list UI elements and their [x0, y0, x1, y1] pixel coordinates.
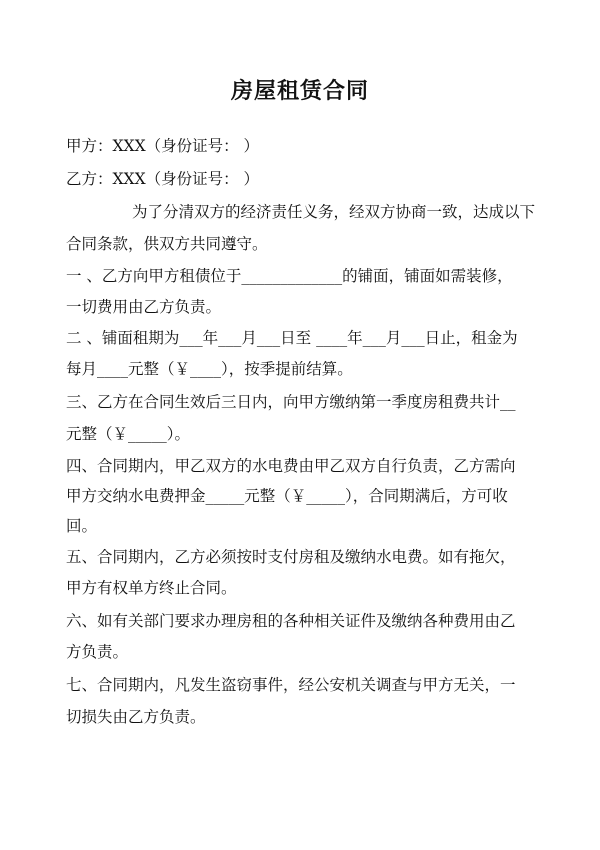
clause-7-line-2: 切损失由乙方负责。	[66, 708, 206, 726]
document-title: 房屋租赁合同	[230, 79, 369, 104]
clause-3-line-2: 元整（￥_____）。	[66, 425, 191, 443]
clause-4-line-2: 甲方交纳水电费押金_____元整（￥_____），合同期满后，方可收	[66, 487, 508, 505]
party-b-line: 乙方：XXX（身份证号： ）	[66, 170, 260, 188]
clause-2-line-2: 每月____元整（￥____），按季提前结算。	[66, 360, 353, 378]
clause-1-line-2: 一切费用由乙方负责。	[66, 298, 222, 316]
clause-5-line-1: 五、合同期内，乙方必须按时支付房租及缴纳水电费。如有拖欠，	[66, 548, 516, 566]
clause-5-line-2: 甲方有权单方终止合同。	[66, 579, 237, 597]
clause-7-line-1: 七、合同期内，凡发生盗窃事件，经公安机关调查与甲方无关，一	[66, 676, 516, 694]
party-a-line: 甲方：XXX（身份证号： ）	[66, 137, 260, 155]
clause-4-line-1: 四、合同期内，甲乙双方的水电费由甲乙双方自行负责，乙方需向	[66, 457, 516, 475]
intro-line-2: 合同条款，供双方共同遵守。	[66, 235, 268, 253]
clause-2-line-1: 二 、铺面租期为___年___月___日至 ____年___月___日止，租金为	[66, 329, 518, 347]
clause-3-line-1: 三、乙方在合同生效后三日内，向甲方缴纳第一季度房租费共计__	[66, 393, 516, 411]
clause-6-line-2: 方负责。	[66, 643, 129, 661]
intro-line-1: 为了分清双方的经济责任义务，经双方协商一致，达成以下	[132, 203, 536, 221]
clause-6-line-1: 六、如有关部门要求办理房租的各种相关证件及缴纳各种费用由乙	[66, 612, 516, 630]
clause-4-line-3: 回。	[66, 517, 98, 535]
clause-1-line-1: 一 、乙方向甲方租债位于_____________的铺面，铺面如需装修，	[66, 267, 513, 285]
